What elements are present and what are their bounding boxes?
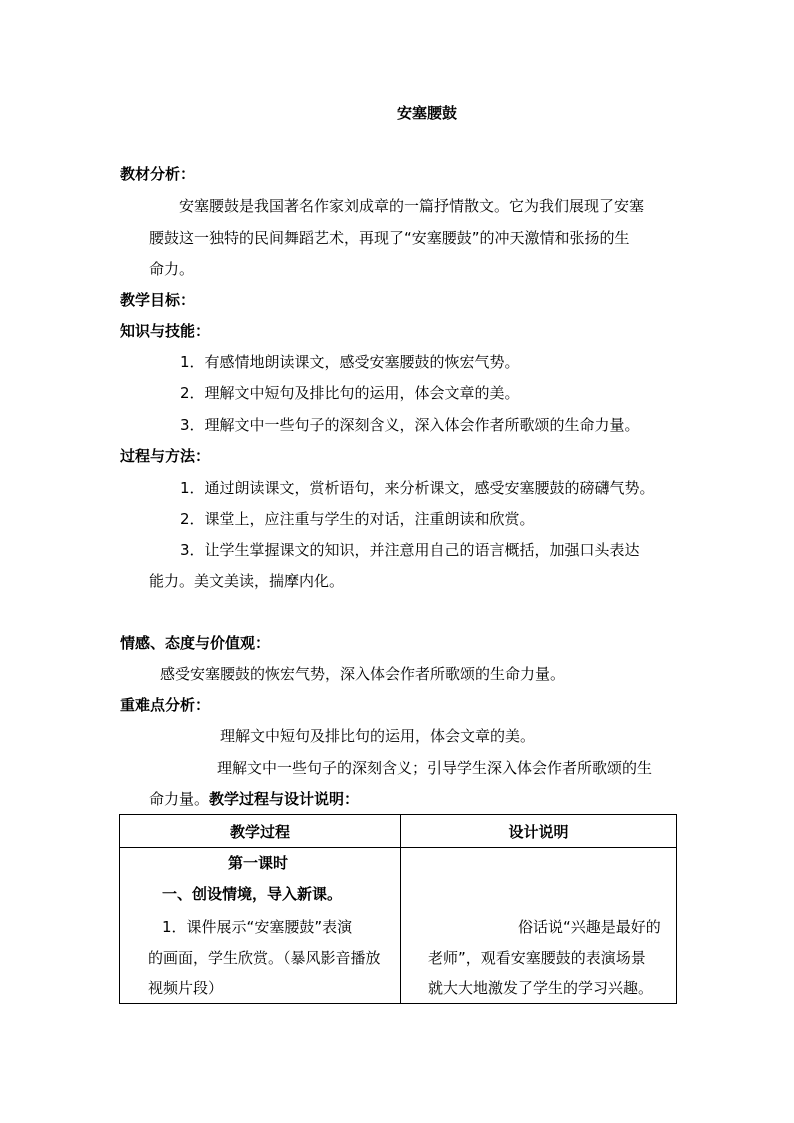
- cell-line: 就大大地激发了学生的学习兴趣。: [428, 979, 654, 997]
- table-header-design: 设计说明: [401, 815, 677, 848]
- knowledge-item: 1．有感情地朗读课文，感受安塞腰鼓的恢宏气势。: [180, 353, 520, 371]
- process-item: 1．通过朗读课文，赏析语句，来分析课文，感受安塞腰鼓的磅礴气势。: [180, 479, 655, 497]
- goals-heading: 教学目标：: [120, 291, 196, 309]
- difficulty-line: 理解文中一些句子的深刻含义；引导学生深入体会作者所歌颂的生: [217, 759, 653, 777]
- material-line: 腰鼓这一独特的民间舞蹈艺术，再现了“安塞腰鼓”的冲天激情和张扬的生: [149, 229, 630, 247]
- material-line: 命力。: [149, 260, 195, 278]
- period-label: 第一课时: [228, 854, 289, 872]
- process-item: 2．课堂上，应注重与学生的对话，注重朗读和欣赏。: [180, 510, 535, 528]
- cell-line: 1．课件展示“安塞腰鼓”表演: [162, 918, 353, 936]
- cell-line: 俗话说“兴趣是最好的: [518, 918, 661, 936]
- emotion-heading: 情感、态度与价值观：: [120, 634, 271, 652]
- cell-line: 视频片段）: [148, 979, 224, 997]
- table-cell-design: [401, 848, 677, 1004]
- knowledge-item: 3．理解文中一些句子的深刻含义，深入体会作者所歌颂的生命力量。: [180, 416, 640, 434]
- lesson-plan-table: [119, 814, 677, 1004]
- difficulty-heading: 重难点分析：: [120, 696, 211, 714]
- process-design-heading: 教学过程与设计说明：: [209, 790, 360, 808]
- difficulty-last-line: [149, 789, 359, 809]
- process-item: 3．让学生掌握课文的知识，并注意用自己的语言概括，加强口头表达: [180, 541, 640, 559]
- knowledge-heading: 知识与技能：: [120, 322, 211, 340]
- material-line: 安塞腰鼓是我国著名作家刘成章的一篇抒情散文。它为我们展现了安塞: [179, 197, 645, 215]
- process-heading: 过程与方法：: [120, 447, 211, 465]
- process-item: 能力。美文美读，揣摩内化。: [149, 572, 345, 590]
- page-title: 安塞腰鼓: [397, 104, 458, 122]
- section-heading: 一、创设情境，导入新课。: [162, 885, 343, 903]
- table-cell-process: [120, 848, 401, 1004]
- table-header-row: [120, 815, 677, 848]
- table-row: [120, 848, 677, 1004]
- table-header-process: 教学过程: [120, 815, 401, 848]
- difficulty-line: 命力量。: [149, 790, 210, 808]
- knowledge-item: 2．理解文中短句及排比句的运用，体会文章的美。: [180, 384, 520, 402]
- difficulty-line: 理解文中短句及排比句的运用，体会文章的美。: [220, 727, 536, 745]
- cell-line: 的画面，学生欣赏。（暴风影音播放: [148, 949, 381, 967]
- material-heading: 教材分析：: [120, 165, 196, 183]
- cell-line: 老师”，观看安塞腰鼓的表演场景: [428, 949, 646, 967]
- emotion-text: 感受安塞腰鼓的恢宏气势，深入体会作者所歌颂的生命力量。: [160, 665, 566, 683]
